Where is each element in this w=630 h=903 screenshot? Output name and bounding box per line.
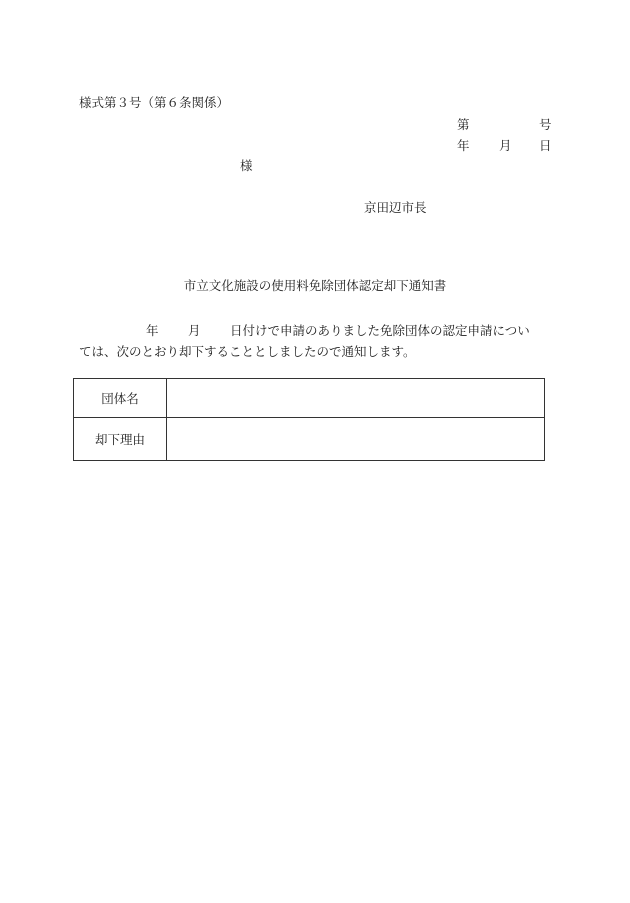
group-name-value — [167, 379, 545, 418]
issuer-title: 京田辺市長 — [364, 200, 427, 215]
group-name-label: 団体名 — [74, 379, 167, 418]
body-line-2: ては、次のとおり却下することとしましたので通知します。 — [79, 344, 416, 359]
document-number-prefix: 第 — [457, 117, 470, 132]
form-number: 様式第３号（第６条関係） — [79, 95, 230, 110]
body-year-label: 年 — [146, 323, 159, 338]
date-month-label: 月 — [499, 138, 512, 153]
rejection-reason-value — [167, 418, 545, 461]
body-month-label: 月 — [188, 323, 201, 338]
info-table — [73, 378, 545, 461]
table-row-rejection-reason — [74, 418, 545, 461]
body-line-1-text: 日付けで申請のありました免除団体の認定申請につい — [230, 323, 530, 338]
document-number-suffix: 号 — [539, 117, 552, 132]
document-title: 市立文化施設の使用料免除団体認定却下通知書 — [183, 278, 447, 293]
table-row-group-name — [74, 379, 545, 418]
rejection-reason-label: 却下理由 — [74, 418, 167, 461]
addressee-honorific: 様 — [240, 158, 253, 173]
date-day-label: 日 — [539, 138, 552, 153]
date-year-label: 年 — [457, 138, 470, 153]
